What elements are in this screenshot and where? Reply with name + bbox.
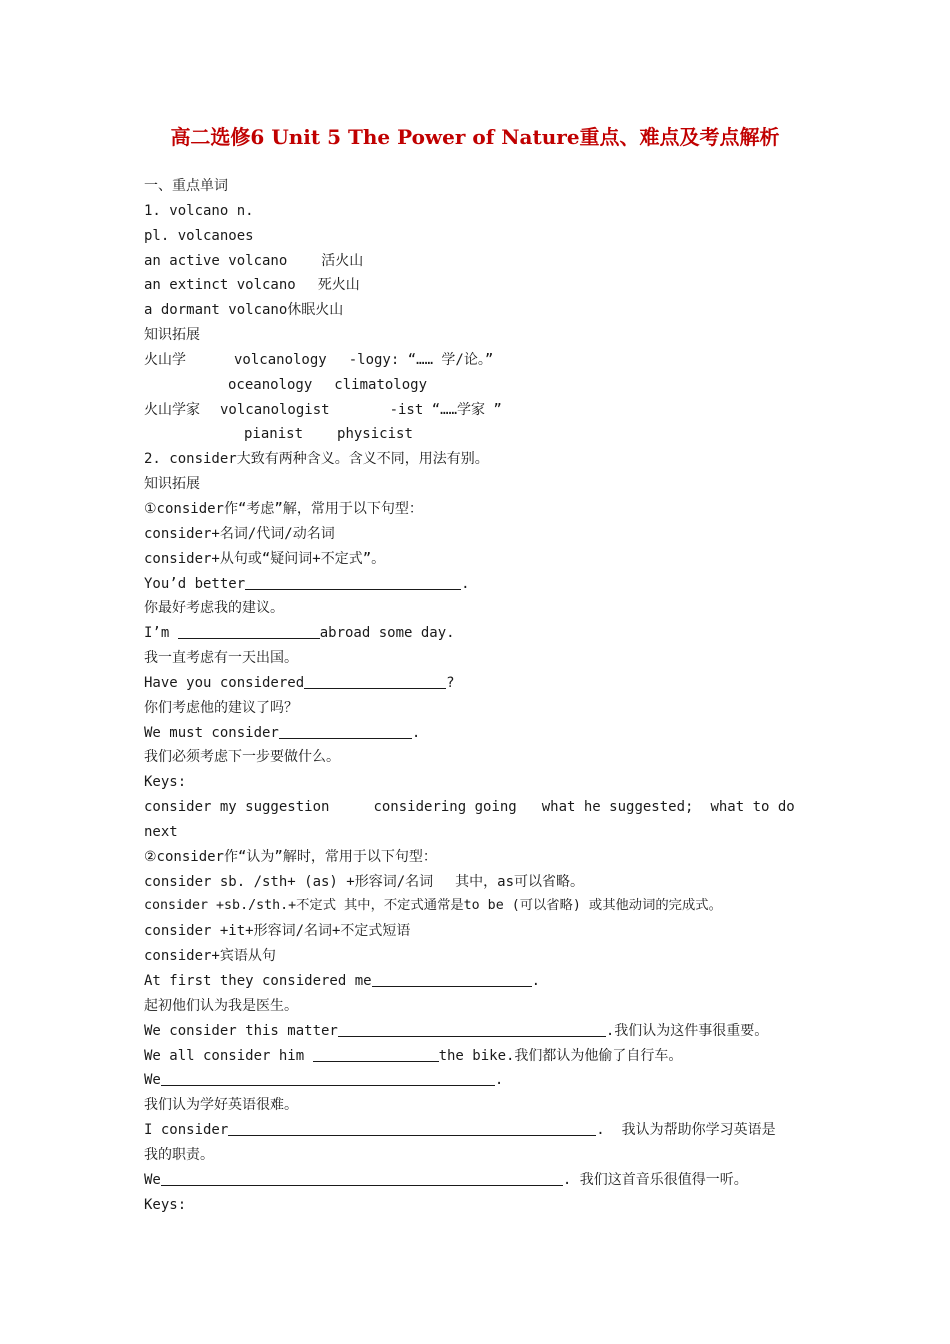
exercise-line: I’m abroad some day. [144,625,455,642]
subheading: 知识拓展 [144,476,200,493]
text-line: oceanology climatology [228,376,428,393]
text-line: consider +sb./sth.+不定式 其中，不定式通常是to be (可以省略) 或其他动词的完成式。 [144,898,722,914]
translation-line: 起初他们认为我是医生。 [144,997,298,1014]
text-line: pianist physicist [244,426,413,443]
text-line: ②consider作“认为”解时，常用于以下句型： [144,848,437,865]
text-line: a dormant volcano休眠火山 [144,302,344,319]
translation-line: 我们认为学好英语很难。 [144,1097,298,1114]
text-line: pl. volcanoes [144,227,254,244]
exercise-line: You’d better . [144,575,470,592]
text-line: consider+名词/代词/动名词 [144,525,335,542]
keys-label: Keys: [144,1196,187,1213]
exercise-line: We . [144,1072,504,1089]
exercise-line: At first they considered me . [144,973,541,989]
translation-line: 你们考虑他的建议了吗？ [144,699,298,716]
exercise-line: We must consider . [144,724,421,741]
text-line: consider sb. /sth+ (as) +形容词/名词 其中，as可以省略。 [144,873,585,890]
exercise-line: We . 我们这首音乐很值得一听。 [144,1171,748,1188]
answer-blank [372,971,532,987]
text-line: ①consider作“考虑”解，常用于以下句型： [144,500,423,517]
text-line: an active volcano 活火山 [144,252,364,269]
text-line: 火山学 volcanology -logy: “…… 学/论。” [144,351,494,368]
answer-blank [245,574,461,590]
answer-blank [304,673,446,689]
translation-line: 我一直考虑有一天出国。 [144,650,298,667]
answer-blank [161,1170,563,1186]
keys-line: consider my suggestion considering going what he suggested; what to do [144,799,795,816]
translation-line: 你最好考虑我的建议。 [144,600,284,617]
translation-line: 我的职责。 [144,1146,214,1163]
text-line: 火山学家 volcanologist -ist “……学家 ” [144,401,502,418]
text-line: consider+从句或“疑问词+不定式”。 [144,550,386,567]
word-entry-heading: 2. consider大致有两种含义。含义不同，用法有别。 [144,451,489,468]
subheading: 知识拓展 [144,327,200,344]
exercise-line: We all consider him the bike.我们都认为他偷了自行车。 [144,1047,683,1064]
exercise-line: We consider this matter .我们认为这件事很重要。 [144,1022,769,1039]
text-line: consider+宾语从句 [144,948,276,965]
keys-label: Keys: [144,774,187,791]
translation-line: 我们必须考虑下一步要做什么。 [144,749,340,766]
document-title: 高二选修6 Unit 5 The Power of Nature重点、难点及考点解析 [170,125,780,149]
keys-line: next [144,823,178,840]
text-line: an extinct volcano 死火山 [144,277,360,294]
exercise-line: Have you considered ? [144,674,455,691]
answer-blank [279,723,412,739]
answer-blank [228,1120,596,1136]
answer-blank [178,623,320,639]
answer-blank [161,1070,495,1086]
answer-blank [338,1021,606,1037]
section-heading: 一、重点单词 [144,178,228,194]
exercise-line: I consider . 我认为帮助你学习英语是 [144,1122,776,1139]
text-line: consider +it+形容词/名词+不定式短语 [144,923,411,940]
document-body [144,174,824,1217]
word-entry-heading: 1. volcano n. [144,202,254,219]
answer-blank [313,1046,439,1062]
